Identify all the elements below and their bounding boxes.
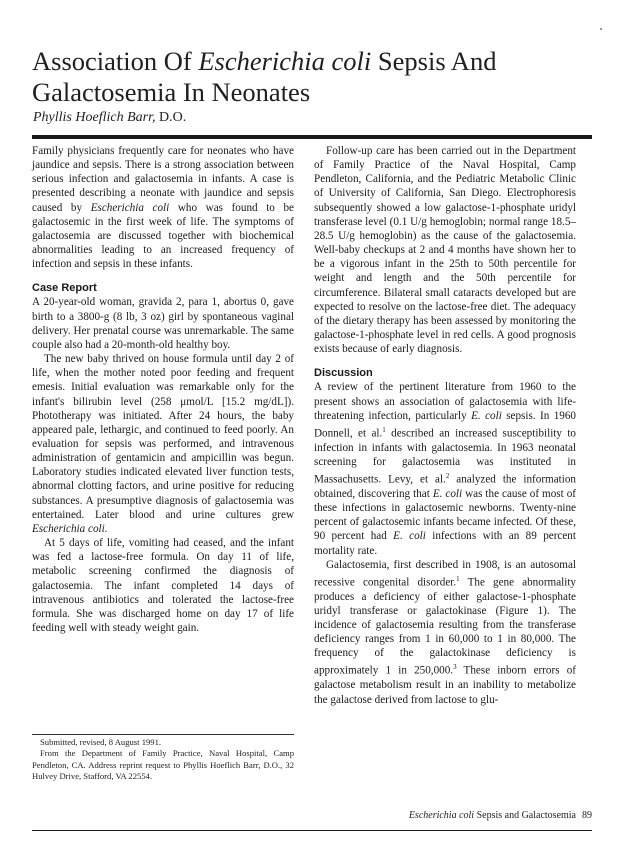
citation-ref: 2: [445, 472, 450, 480]
scan-speck: [600, 28, 602, 30]
case-report-heading: Case Report: [32, 282, 97, 295]
citation-ref: 1: [456, 574, 460, 583]
follow-up-paragraph: Follow-up care has been carried out in the Department of Family Practice of the Naval Hospital, Camp Pendleton, California, and the Pediatric Metabolic Clinic of University of California, San Diego. Electrophoresis subsequently showed a low galactose-1-phosphate uridyl transferase level (0.1 U/g hemoglobin; normal range 18.5–28.5 U/g hemoglobin) as the cause of the galactosemia. Well-baby checkups at 2 and 4 months have shown her to be a vigorous infant in the 25th to 50th percentile for weight and length and the 50th percentile for circumference. Bilateral small cataracts developed but are expected to resolve on the lactose-free diet. The adequacy of the dietary therapy has been assessed by monitoring the galactose-1-phosphate level in red cells. A good prognosis exists because of early diagnosis.: [314, 145, 576, 356]
discussion-paragraph-1: A review of the pertinent literature from 1960 to the present shows an association of galactosemia with life-threatening infection, particularly E. coli sepsis. In 1960 Donnell, et al.$^1$ described an increased susceptibility to infection in infants with galactosemia. In 1963 neonatal screening for galactosemia was instituted in Massachusetts. Levy, et al.$^2$ analyzed the information obtained, discovering that E. coli was the cause of most of these infections in galactosemic newborns. Twenty-nine percent of galactosemic infants became infected. Of these, 90 percent had E. coli infections with an 89 percent mortality rate.: [314, 381, 576, 557]
case-paragraph-2: The new baby thrived on house formula until day 2 of life, when the mother noted poor feeding and frequent emesis. Initial evaluation was remarkable only for the infant's bilirubin level (258 μmol/L [15.2 mg/dL]). Phototherapy was initiated. After 24 hours, the baby appeared pale, lethargic, and continued to feed poorly. An evaluation for sepsis was performed, and intravenous administration of gentamicin and ampicillin was begun. Laboratory studies indicated elevated liver function tests, abnormal clotting factors, and urine positive for reducing substances. A presumptive diagnosis of galactosemia was entertained. Later blood and urine cultures grew Escherichia coli.: [32, 353, 294, 535]
title-organism-name: Escherichia coli: [198, 46, 372, 76]
author-byline: Phyllis Hoeflich Barr, D.O.: [33, 110, 187, 125]
citation-ref: 3: [453, 663, 457, 672]
citation-ref: 1: [382, 425, 386, 434]
abstract-paragraph: Family physicians frequently care for neonates who have jaundice and sepsis. There is a strong association between serious infection and galactosemia in infants. A case is presented describing a neonate with jaundice and sepsis caused by Escherichia coli who was found to be galactosemic in the first week of life. The symptoms of galactosemia are discussed together with biochemical abnormalities leading to an increased frequency of infection and sepsis in these infants.: [32, 145, 295, 271]
running-footer: Escherichia coli Sepsis and Galactosemia 89: [408, 810, 592, 821]
case-paragraph-1: A 20-year-old woman, gravida 2, para 1, abortus 0, gave birth to a 3800-g (8 lb, 3 oz) girl by spontaneous vaginal delivery. Her prenatal course was unremarkable. The same couple also had a 20-month-old healthy boy.: [32, 296, 294, 351]
page-number: 89: [582, 810, 592, 821]
discussion-paragraph-2: Galactosemia, first described in 1908, is an autosomal recessive congenital disorder.$^1$ The gene abnormality produces a deficiency of either galactose-1-phosphate uridyl transferase or galactokinase (Figure 1). The incidence of galactosemia resulting from the transferase deficiency ranges from 1 in 60,000 to 1 in 80,000. The frequency of the galactokinase deficiency is approximately 1 in 250,000.$^3$ These inborn errors of galactose metabolism result in an inability to metabolize the galactose derived from lactose to glu-: [314, 558, 576, 706]
left-column: [32, 144, 294, 635]
right-column: [314, 144, 576, 707]
footnote-affiliation: From the Department of Family Practice, Naval Hospital, Camp Pendleton, CA. Address reprint request to Phyllis Hoeflich Barr, D.O., 32 Hulvey Drive, Stafford, VA 22554.: [32, 748, 294, 782]
article-title: Association Of Escherichia coli Sepsis And Galactosemia In Neonates: [32, 46, 497, 107]
discussion-heading: Discussion: [314, 367, 373, 380]
footnote-submitted: Submitted, revised, 8 August 1991.: [40, 737, 162, 747]
footnotes: [32, 737, 294, 783]
footer-rule: [32, 830, 592, 831]
title-rule: [32, 135, 592, 139]
footnote-rule: [32, 734, 294, 735]
case-paragraph-3: At 5 days of life, vomiting had ceased, and the infant was fed a lactose-free formula. On day 11 of life, metabolic screening confirmed the diagnosis of galactosemia. The infant completed 14 days of intravenous antibiotics and tolerated the lactose-free formula. She was discharged home on day 17 of life feeding well with steady weight gain.: [32, 537, 294, 634]
